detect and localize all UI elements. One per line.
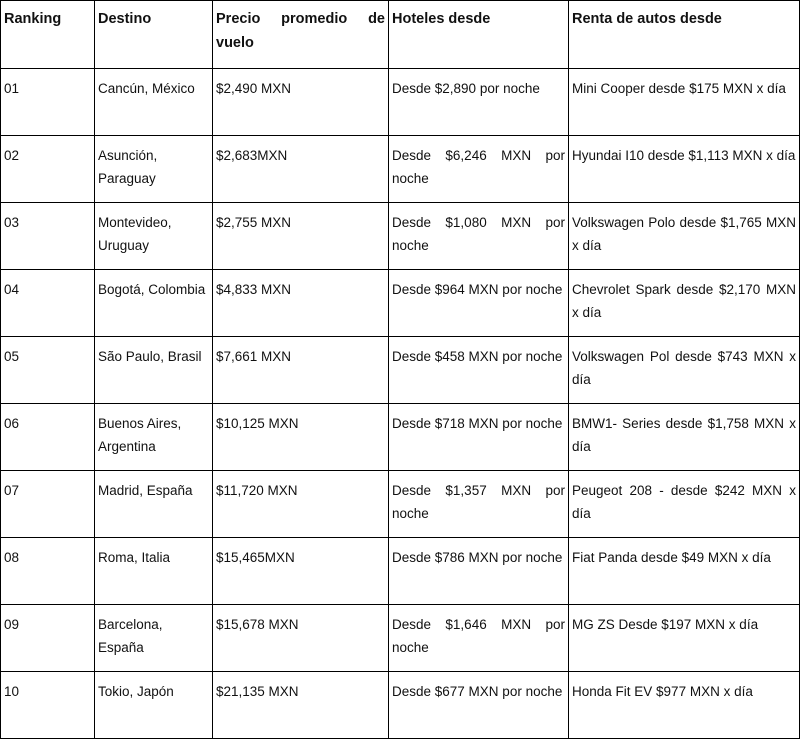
cell-destino: Asunción, Paraguay — [95, 136, 213, 203]
table-row — [1, 605, 800, 672]
table-row — [1, 337, 800, 404]
cell-destino: Buenos Aires, Argentina — [95, 404, 213, 471]
cell-destino: Roma, Italia — [95, 538, 213, 605]
cell-renta-autos: BMW1- Series desde $1,758 MXN x día — [569, 404, 800, 471]
header-ranking: Ranking — [1, 1, 95, 69]
cell-renta-autos: MG ZS Desde $197 MXN x día — [569, 605, 800, 672]
header-renta-autos: Renta de autos desde — [569, 1, 800, 69]
cell-precio-vuelo: $2,683MXN — [213, 136, 389, 203]
table-row — [1, 69, 800, 136]
table-header — [1, 1, 800, 69]
table-row — [1, 672, 800, 739]
cell-ranking: 10 — [1, 672, 95, 739]
cell-precio-vuelo: $4,833 MXN — [213, 270, 389, 337]
header-destino: Destino — [95, 1, 213, 69]
cell-renta-autos: Volkswagen Pol desde $743 MXN x día — [569, 337, 800, 404]
cell-renta-autos: Hyundai I10 desde $1,113 MXN x día — [569, 136, 800, 203]
cell-precio-vuelo: $7,661 MXN — [213, 337, 389, 404]
cell-ranking: 05 — [1, 337, 95, 404]
table-row — [1, 471, 800, 538]
table-row — [1, 203, 800, 270]
table-row — [1, 404, 800, 471]
cell-ranking: 01 — [1, 69, 95, 136]
cell-hoteles: Desde $1,357 MXN por noche — [389, 471, 569, 538]
cell-ranking: 09 — [1, 605, 95, 672]
cell-renta-autos: Fiat Panda desde $49 MXN x día — [569, 538, 800, 605]
cell-destino: Montevideo, Uruguay — [95, 203, 213, 270]
cell-destino: Cancún, México — [95, 69, 213, 136]
cell-hoteles: Desde $1,080 MXN por noche — [389, 203, 569, 270]
table-body — [1, 69, 800, 739]
cell-precio-vuelo: $15,465MXN — [213, 538, 389, 605]
cell-precio-vuelo: $15,678 MXN — [213, 605, 389, 672]
cell-destino: São Paulo, Brasil — [95, 337, 213, 404]
cell-destino: Bogotá, Colombia — [95, 270, 213, 337]
cell-renta-autos: Honda Fit EV $977 MXN x día — [569, 672, 800, 739]
cell-precio-vuelo: $21,135 MXN — [213, 672, 389, 739]
cell-renta-autos: Volkswagen Polo desde $1,765 MXN x día — [569, 203, 800, 270]
cell-ranking: 02 — [1, 136, 95, 203]
cell-renta-autos: Peugeot 208 - desde $242 MXN x día — [569, 471, 800, 538]
table-row — [1, 538, 800, 605]
cell-ranking: 04 — [1, 270, 95, 337]
cell-hoteles: Desde $964 MXN por noche — [389, 270, 569, 337]
cell-ranking: 03 — [1, 203, 95, 270]
cell-hoteles: Desde $1,646 MXN por noche — [389, 605, 569, 672]
cell-precio-vuelo: $10,125 MXN — [213, 404, 389, 471]
cell-ranking: 07 — [1, 471, 95, 538]
cell-destino: Tokio, Japón — [95, 672, 213, 739]
cell-hoteles: Desde $786 MXN por noche — [389, 538, 569, 605]
cell-destino: Madrid, España — [95, 471, 213, 538]
cell-hoteles: Desde $677 MXN por noche — [389, 672, 569, 739]
table-row — [1, 270, 800, 337]
cell-precio-vuelo: $2,755 MXN — [213, 203, 389, 270]
cell-hoteles: Desde $2,890 por noche — [389, 69, 569, 136]
cell-hoteles: Desde $718 MXN por noche — [389, 404, 569, 471]
cell-renta-autos: Mini Cooper desde $175 MXN x día — [569, 69, 800, 136]
cell-ranking: 06 — [1, 404, 95, 471]
header-precio-vuelo: Precio promedio de vuelo — [213, 1, 389, 69]
cell-precio-vuelo: $11,720 MXN — [213, 471, 389, 538]
cell-destino: Barcelona, España — [95, 605, 213, 672]
header-row — [1, 1, 800, 69]
cell-hoteles: Desde $6,246 MXN por noche — [389, 136, 569, 203]
cell-ranking: 08 — [1, 538, 95, 605]
cell-hoteles: Desde $458 MXN por noche — [389, 337, 569, 404]
cell-precio-vuelo: $2,490 MXN — [213, 69, 389, 136]
cell-renta-autos: Chevrolet Spark desde $2,170 MXN x día — [569, 270, 800, 337]
table-row — [1, 136, 800, 203]
header-hoteles: Hoteles desde — [389, 1, 569, 69]
